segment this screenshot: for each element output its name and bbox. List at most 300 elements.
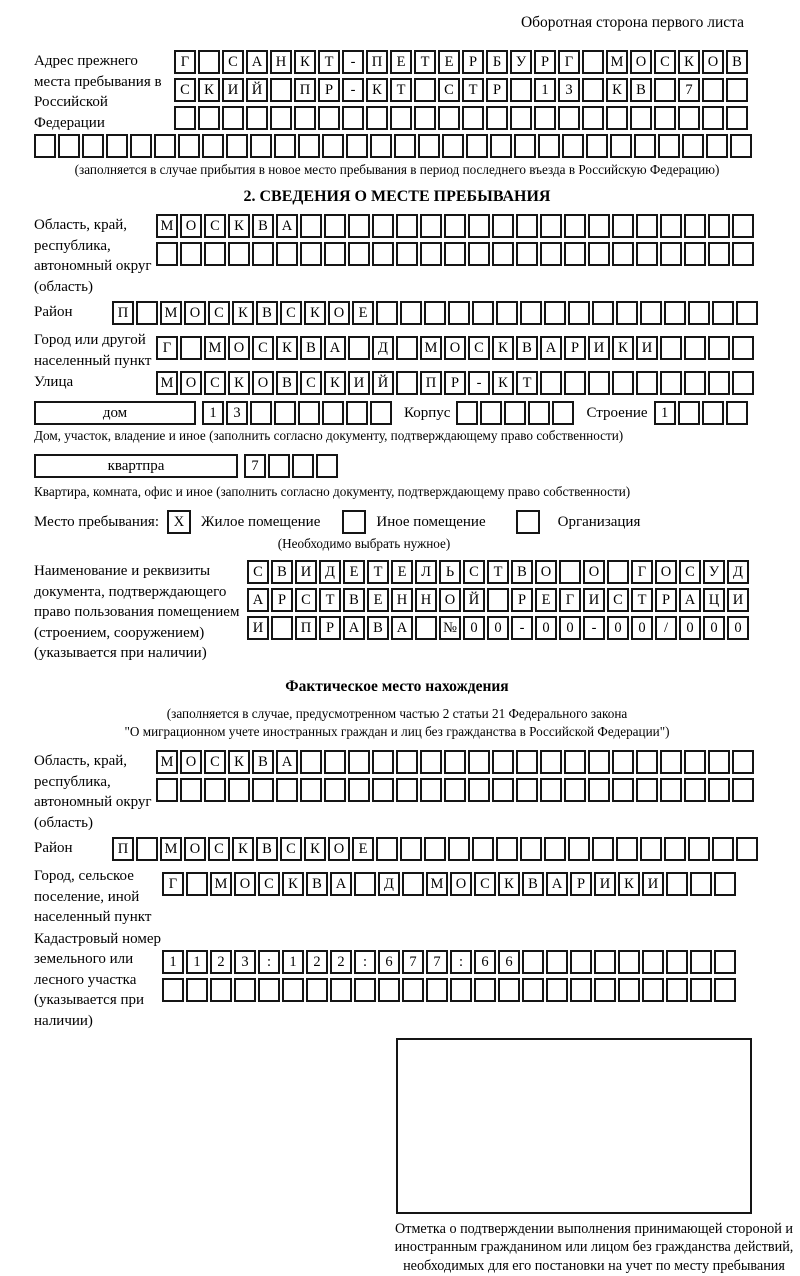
char-cell[interactable]: С	[607, 588, 629, 612]
char-cell[interactable]	[156, 242, 178, 266]
char-cell[interactable]	[732, 371, 754, 395]
char-cell[interactable]	[268, 454, 290, 478]
char-cell[interactable]: И	[594, 872, 616, 896]
char-cell[interactable]	[180, 778, 202, 802]
char-cell[interactable]: М	[204, 336, 226, 360]
char-cell[interactable]	[612, 778, 634, 802]
char-cell[interactable]	[348, 214, 370, 238]
char-cell[interactable]	[708, 242, 730, 266]
char-cell[interactable]: 2	[210, 950, 232, 974]
char-cell[interactable]: И	[222, 78, 244, 102]
char-cell[interactable]	[480, 401, 502, 425]
char-cell[interactable]	[690, 978, 712, 1002]
char-cell[interactable]: М	[606, 50, 628, 74]
char-cell[interactable]	[588, 242, 610, 266]
char-cell[interactable]	[708, 778, 730, 802]
char-cell[interactable]: 1	[162, 950, 184, 974]
char-cell[interactable]	[228, 778, 250, 802]
char-cell[interactable]	[660, 242, 682, 266]
char-cell[interactable]	[186, 872, 208, 896]
char-cell[interactable]: В	[516, 336, 538, 360]
char-cell[interactable]: М	[160, 837, 182, 861]
char-cell[interactable]: -	[583, 616, 605, 640]
char-cell[interactable]	[732, 242, 754, 266]
char-cell[interactable]	[564, 214, 586, 238]
char-cell[interactable]: Ь	[439, 560, 461, 584]
char-cell[interactable]	[354, 872, 376, 896]
char-cell[interactable]: 0	[679, 616, 701, 640]
char-cell[interactable]	[322, 401, 344, 425]
char-cell[interactable]	[714, 950, 736, 974]
char-cell[interactable]	[222, 106, 244, 130]
char-cell[interactable]	[568, 837, 590, 861]
char-cell[interactable]	[540, 778, 562, 802]
char-cell[interactable]: Е	[438, 50, 460, 74]
char-cell[interactable]	[282, 978, 304, 1002]
char-cell[interactable]: О	[184, 301, 206, 325]
char-cell[interactable]	[612, 242, 634, 266]
char-cell[interactable]: А	[391, 616, 413, 640]
char-cell[interactable]	[562, 134, 584, 158]
char-cell[interactable]: А	[330, 872, 352, 896]
char-cell[interactable]: Е	[352, 301, 374, 325]
char-cell[interactable]	[544, 837, 566, 861]
char-cell[interactable]	[346, 401, 368, 425]
char-cell[interactable]: А	[540, 336, 562, 360]
char-cell[interactable]: Н	[270, 50, 292, 74]
char-cell[interactable]: Р	[511, 588, 533, 612]
checkbox-zhiloe-pomeshchenie[interactable]: X	[167, 510, 191, 534]
char-cell[interactable]	[228, 242, 250, 266]
char-cell[interactable]: Б	[486, 50, 508, 74]
char-cell[interactable]: К	[232, 837, 254, 861]
char-cell[interactable]	[426, 978, 448, 1002]
char-cell[interactable]	[396, 214, 418, 238]
char-cell[interactable]: 6	[474, 950, 496, 974]
char-cell[interactable]: Т	[367, 560, 389, 584]
char-cell[interactable]: Н	[415, 588, 437, 612]
char-cell[interactable]: Г	[559, 588, 581, 612]
char-cell[interactable]: 1	[202, 401, 224, 425]
char-cell[interactable]: С	[438, 78, 460, 102]
char-cell[interactable]	[690, 872, 712, 896]
char-cell[interactable]	[402, 872, 424, 896]
char-cell[interactable]	[396, 750, 418, 774]
char-cell[interactable]: 7	[244, 454, 266, 478]
char-cell[interactable]: Т	[631, 588, 653, 612]
char-cell[interactable]	[640, 837, 662, 861]
char-cell[interactable]	[714, 978, 736, 1002]
char-cell[interactable]	[534, 106, 556, 130]
char-cell[interactable]: Р	[486, 78, 508, 102]
char-cell[interactable]: В	[367, 616, 389, 640]
char-cell[interactable]	[618, 950, 640, 974]
char-cell[interactable]: К	[618, 872, 640, 896]
char-cell[interactable]	[666, 872, 688, 896]
char-cell[interactable]: С	[654, 50, 676, 74]
char-cell[interactable]: М	[156, 750, 178, 774]
char-cell[interactable]	[594, 978, 616, 1002]
char-cell[interactable]: И	[247, 616, 269, 640]
char-cell[interactable]: О	[535, 560, 557, 584]
char-cell[interactable]	[294, 106, 316, 130]
char-cell[interactable]	[372, 750, 394, 774]
char-cell[interactable]	[400, 837, 422, 861]
char-cell[interactable]	[316, 454, 338, 478]
char-cell[interactable]: И	[642, 872, 664, 896]
char-cell[interactable]	[618, 978, 640, 1002]
char-cell[interactable]	[420, 214, 442, 238]
char-cell[interactable]: 0	[727, 616, 749, 640]
char-cell[interactable]: И	[636, 336, 658, 360]
char-cell[interactable]: Е	[535, 588, 557, 612]
char-cell[interactable]: :	[450, 950, 472, 974]
char-cell[interactable]: В	[252, 750, 274, 774]
char-cell[interactable]	[492, 750, 514, 774]
char-cell[interactable]	[204, 242, 226, 266]
char-cell[interactable]	[678, 401, 700, 425]
char-cell[interactable]	[178, 134, 200, 158]
char-cell[interactable]	[708, 750, 730, 774]
char-cell[interactable]: С	[208, 301, 230, 325]
char-cell[interactable]: 0	[463, 616, 485, 640]
char-cell[interactable]	[516, 750, 538, 774]
char-cell[interactable]: М	[426, 872, 448, 896]
char-cell[interactable]	[688, 301, 710, 325]
char-cell[interactable]: О	[444, 336, 466, 360]
char-cell[interactable]	[250, 134, 272, 158]
char-cell[interactable]: 0	[607, 616, 629, 640]
char-cell[interactable]: О	[630, 50, 652, 74]
char-cell[interactable]	[300, 778, 322, 802]
char-cell[interactable]: В	[522, 872, 544, 896]
char-cell[interactable]: 7	[426, 950, 448, 974]
char-cell[interactable]	[106, 134, 128, 158]
char-cell[interactable]	[684, 371, 706, 395]
char-cell[interactable]	[510, 78, 532, 102]
char-cell[interactable]	[322, 134, 344, 158]
char-cell[interactable]	[448, 837, 470, 861]
char-cell[interactable]: А	[246, 50, 268, 74]
char-cell[interactable]	[702, 106, 724, 130]
char-cell[interactable]	[516, 242, 538, 266]
char-cell[interactable]: О	[655, 560, 677, 584]
char-cell[interactable]	[270, 78, 292, 102]
char-cell[interactable]: Р	[318, 78, 340, 102]
char-cell[interactable]: К	[304, 301, 326, 325]
char-cell[interactable]	[414, 78, 436, 102]
char-cell[interactable]	[678, 106, 700, 130]
char-cell[interactable]: О	[252, 371, 274, 395]
char-cell[interactable]: С	[247, 560, 269, 584]
char-cell[interactable]	[522, 950, 544, 974]
char-cell[interactable]	[592, 837, 614, 861]
char-cell[interactable]: М	[210, 872, 232, 896]
char-cell[interactable]: Р	[462, 50, 484, 74]
char-cell[interactable]: 0	[559, 616, 581, 640]
char-cell[interactable]	[612, 214, 634, 238]
char-cell[interactable]	[736, 301, 758, 325]
char-cell[interactable]	[544, 301, 566, 325]
char-cell[interactable]: К	[492, 336, 514, 360]
char-cell[interactable]: В	[276, 371, 298, 395]
char-cell[interactable]	[34, 134, 56, 158]
char-cell[interactable]	[634, 134, 656, 158]
char-cell[interactable]	[616, 837, 638, 861]
char-cell[interactable]: Т	[319, 588, 341, 612]
char-cell[interactable]	[492, 778, 514, 802]
char-cell[interactable]	[136, 301, 158, 325]
char-cell[interactable]: Т	[390, 78, 412, 102]
char-cell[interactable]: В	[726, 50, 748, 74]
char-cell[interactable]: 1	[186, 950, 208, 974]
char-cell[interactable]: С	[204, 371, 226, 395]
char-cell[interactable]	[636, 371, 658, 395]
char-cell[interactable]	[564, 371, 586, 395]
char-cell[interactable]	[324, 778, 346, 802]
char-cell[interactable]	[522, 978, 544, 1002]
char-cell[interactable]	[660, 750, 682, 774]
char-cell[interactable]	[660, 336, 682, 360]
char-cell[interactable]	[396, 371, 418, 395]
char-cell[interactable]	[276, 242, 298, 266]
char-cell[interactable]	[664, 837, 686, 861]
char-cell[interactable]	[366, 106, 388, 130]
char-cell[interactable]: Ц	[703, 588, 725, 612]
char-cell[interactable]: Т	[462, 78, 484, 102]
char-cell[interactable]	[180, 242, 202, 266]
char-cell[interactable]	[252, 778, 274, 802]
char-cell[interactable]	[540, 371, 562, 395]
char-cell[interactable]: О	[234, 872, 256, 896]
char-cell[interactable]: -	[342, 78, 364, 102]
char-cell[interactable]: Д	[378, 872, 400, 896]
char-cell[interactable]	[660, 371, 682, 395]
char-cell[interactable]: А	[546, 872, 568, 896]
char-cell[interactable]: 3	[234, 950, 256, 974]
char-cell[interactable]	[588, 371, 610, 395]
char-cell[interactable]	[348, 750, 370, 774]
char-cell[interactable]: Д	[372, 336, 394, 360]
char-cell[interactable]: 3	[558, 78, 580, 102]
char-cell[interactable]	[202, 134, 224, 158]
char-cell[interactable]: 1	[654, 401, 676, 425]
char-cell[interactable]	[616, 301, 638, 325]
char-cell[interactable]	[654, 78, 676, 102]
char-cell[interactable]	[198, 50, 220, 74]
char-cell[interactable]	[714, 872, 736, 896]
char-cell[interactable]	[348, 336, 370, 360]
char-cell[interactable]	[486, 106, 508, 130]
char-cell[interactable]: В	[306, 872, 328, 896]
char-cell[interactable]: О	[328, 837, 350, 861]
char-cell[interactable]	[510, 106, 532, 130]
char-cell[interactable]: А	[276, 214, 298, 238]
char-cell[interactable]: Г	[558, 50, 580, 74]
char-cell[interactable]	[612, 371, 634, 395]
char-cell[interactable]	[559, 560, 581, 584]
char-cell[interactable]	[306, 978, 328, 1002]
char-cell[interactable]: -	[468, 371, 490, 395]
char-cell[interactable]: У	[703, 560, 725, 584]
char-cell[interactable]	[610, 134, 632, 158]
char-cell[interactable]	[274, 134, 296, 158]
char-cell[interactable]	[732, 778, 754, 802]
char-cell[interactable]: К	[282, 872, 304, 896]
char-cell[interactable]	[258, 978, 280, 1002]
char-cell[interactable]	[376, 301, 398, 325]
char-cell[interactable]	[298, 134, 320, 158]
char-cell[interactable]	[606, 106, 628, 130]
char-cell[interactable]: К	[294, 50, 316, 74]
char-cell[interactable]: П	[112, 837, 134, 861]
char-cell[interactable]: П	[294, 78, 316, 102]
char-cell[interactable]	[684, 214, 706, 238]
char-cell[interactable]	[564, 778, 586, 802]
char-cell[interactable]: Д	[727, 560, 749, 584]
char-cell[interactable]	[378, 978, 400, 1002]
char-cell[interactable]: В	[271, 560, 293, 584]
char-cell[interactable]: О	[450, 872, 472, 896]
char-cell[interactable]	[130, 134, 152, 158]
char-cell[interactable]: Р	[534, 50, 556, 74]
char-cell[interactable]	[588, 214, 610, 238]
char-cell[interactable]: И	[588, 336, 610, 360]
char-cell[interactable]	[642, 978, 664, 1002]
char-cell[interactable]: К	[228, 371, 250, 395]
char-cell[interactable]: В	[511, 560, 533, 584]
char-cell[interactable]: Г	[174, 50, 196, 74]
char-cell[interactable]	[684, 336, 706, 360]
char-cell[interactable]: /	[655, 616, 677, 640]
char-cell[interactable]: М	[156, 214, 178, 238]
char-cell[interactable]	[520, 837, 542, 861]
char-cell[interactable]	[706, 134, 728, 158]
char-cell[interactable]: О	[228, 336, 250, 360]
char-cell[interactable]	[468, 242, 490, 266]
char-cell[interactable]: Г	[162, 872, 184, 896]
char-cell[interactable]: К	[612, 336, 634, 360]
char-cell[interactable]	[642, 950, 664, 974]
char-cell[interactable]: Р	[570, 872, 592, 896]
char-cell[interactable]	[688, 837, 710, 861]
char-cell[interactable]	[276, 778, 298, 802]
char-cell[interactable]: П	[420, 371, 442, 395]
char-cell[interactable]	[540, 242, 562, 266]
char-cell[interactable]	[468, 750, 490, 774]
dom-box[interactable]: дом	[34, 401, 196, 425]
char-cell[interactable]	[415, 616, 437, 640]
char-cell[interactable]: Е	[343, 560, 365, 584]
char-cell[interactable]	[342, 106, 364, 130]
char-cell[interactable]: М	[420, 336, 442, 360]
char-cell[interactable]: К	[366, 78, 388, 102]
char-cell[interactable]	[348, 242, 370, 266]
char-cell[interactable]	[274, 401, 296, 425]
char-cell[interactable]	[514, 134, 536, 158]
char-cell[interactable]: С	[679, 560, 701, 584]
char-cell[interactable]	[636, 214, 658, 238]
char-cell[interactable]: С	[280, 301, 302, 325]
char-cell[interactable]: С	[204, 214, 226, 238]
char-cell[interactable]	[708, 214, 730, 238]
char-cell[interactable]: -	[342, 50, 364, 74]
char-cell[interactable]: С	[208, 837, 230, 861]
char-cell[interactable]	[636, 778, 658, 802]
char-cell[interactable]	[658, 134, 680, 158]
char-cell[interactable]	[444, 242, 466, 266]
char-cell[interactable]: О	[180, 214, 202, 238]
char-cell[interactable]: В	[252, 214, 274, 238]
char-cell[interactable]	[726, 401, 748, 425]
char-cell[interactable]	[564, 750, 586, 774]
char-cell[interactable]: К	[276, 336, 298, 360]
char-cell[interactable]	[400, 301, 422, 325]
char-cell[interactable]: С	[474, 872, 496, 896]
char-cell[interactable]	[558, 106, 580, 130]
char-cell[interactable]: А	[247, 588, 269, 612]
char-cell[interactable]: 3	[226, 401, 248, 425]
char-cell[interactable]	[396, 778, 418, 802]
char-cell[interactable]	[226, 134, 248, 158]
char-cell[interactable]	[450, 978, 472, 1002]
char-cell[interactable]	[444, 214, 466, 238]
char-cell[interactable]	[712, 301, 734, 325]
char-cell[interactable]: К	[492, 371, 514, 395]
char-cell[interactable]	[82, 134, 104, 158]
char-cell[interactable]	[570, 950, 592, 974]
char-cell[interactable]: О	[328, 301, 350, 325]
char-cell[interactable]: А	[276, 750, 298, 774]
char-cell[interactable]: К	[232, 301, 254, 325]
char-cell[interactable]: К	[606, 78, 628, 102]
char-cell[interactable]	[58, 134, 80, 158]
char-cell[interactable]: И	[727, 588, 749, 612]
char-cell[interactable]	[250, 401, 272, 425]
char-cell[interactable]	[504, 401, 526, 425]
char-cell[interactable]: П	[112, 301, 134, 325]
char-cell[interactable]	[414, 106, 436, 130]
char-cell[interactable]	[346, 134, 368, 158]
char-cell[interactable]	[186, 978, 208, 1002]
char-cell[interactable]: 1	[534, 78, 556, 102]
char-cell[interactable]	[376, 837, 398, 861]
char-cell[interactable]: 2	[306, 950, 328, 974]
char-cell[interactable]	[682, 134, 704, 158]
char-cell[interactable]	[487, 588, 509, 612]
char-cell[interactable]	[390, 106, 412, 130]
char-cell[interactable]	[154, 134, 176, 158]
char-cell[interactable]	[666, 978, 688, 1002]
char-cell[interactable]: И	[583, 588, 605, 612]
char-cell[interactable]: О	[184, 837, 206, 861]
char-cell[interactable]: Р	[271, 588, 293, 612]
char-cell[interactable]	[424, 301, 446, 325]
char-cell[interactable]	[156, 778, 178, 802]
char-cell[interactable]	[396, 242, 418, 266]
char-cell[interactable]: Д	[319, 560, 341, 584]
char-cell[interactable]	[666, 950, 688, 974]
checkbox-inoe-pomeshchenie[interactable]	[342, 510, 366, 534]
char-cell[interactable]	[582, 106, 604, 130]
char-cell[interactable]: П	[295, 616, 317, 640]
char-cell[interactable]: А	[324, 336, 346, 360]
char-cell[interactable]	[636, 750, 658, 774]
char-cell[interactable]: В	[300, 336, 322, 360]
char-cell[interactable]	[472, 837, 494, 861]
char-cell[interactable]	[468, 214, 490, 238]
char-cell[interactable]	[516, 214, 538, 238]
